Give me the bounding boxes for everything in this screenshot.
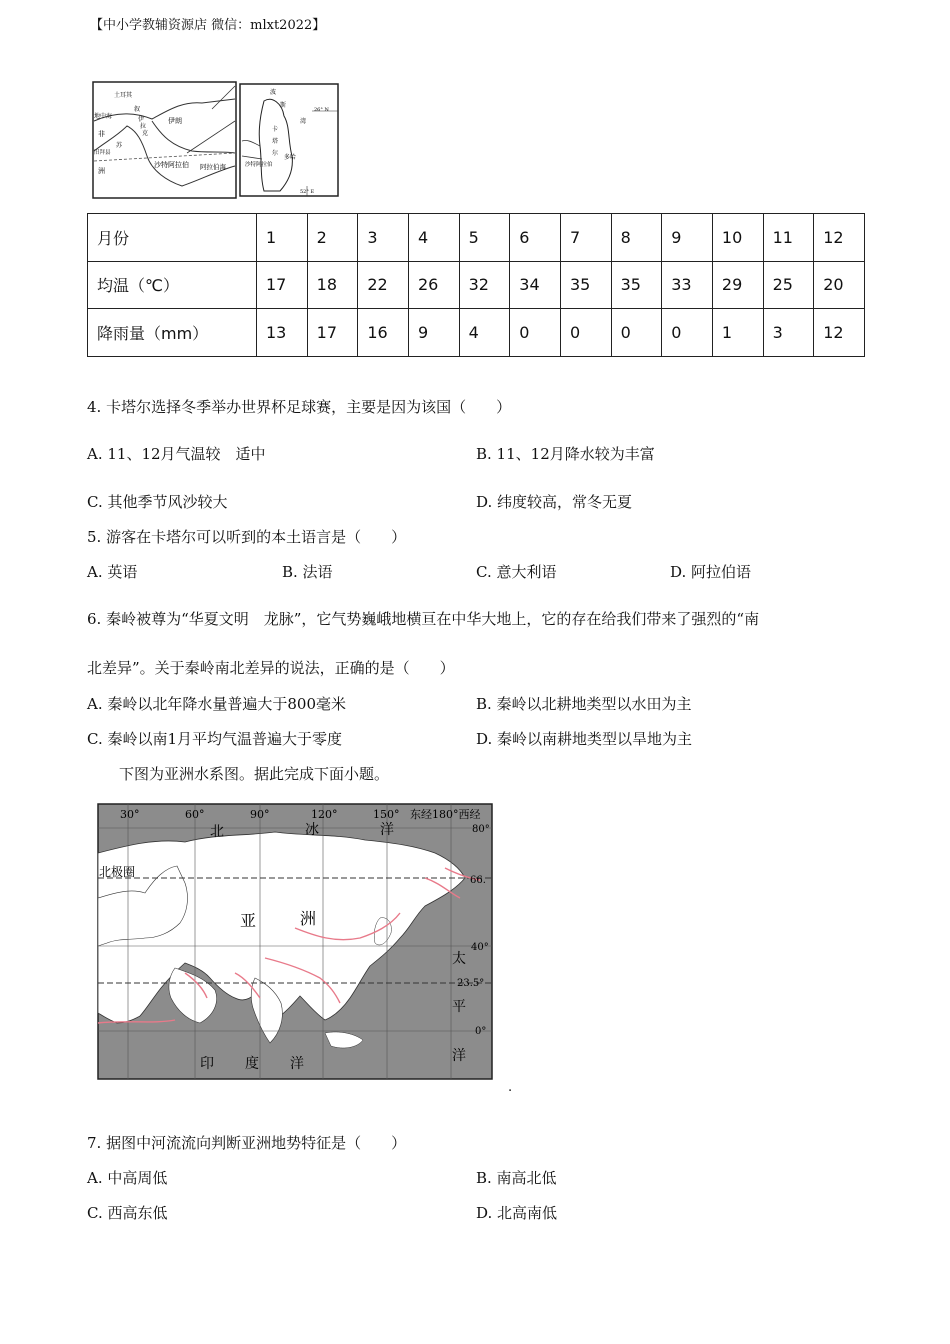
question-4-option-d: D. 纬度较高，常冬无夏 xyxy=(476,493,633,511)
map-intro: 下图为亚洲水系图。据此完成下面小题。 xyxy=(119,765,390,783)
table-cell: 16 xyxy=(358,309,409,357)
row-header: 均温（℃） xyxy=(88,261,257,309)
map1-label: 阿拉伯海 xyxy=(200,163,226,171)
table-cell: 5 xyxy=(459,214,510,262)
map2-place-label: 洋 xyxy=(452,1048,466,1064)
map2-place-label: 北 xyxy=(210,824,224,840)
map1-label: 苏 xyxy=(116,142,123,149)
table-cell: 26 xyxy=(408,261,459,309)
page-header: 【中小学教辅资源店 微信：mlxt2022】 xyxy=(90,18,326,33)
map1-lon-label: 52° E xyxy=(300,189,315,195)
question-5-option-d: D. 阿拉伯语 xyxy=(670,563,752,581)
table-row xyxy=(88,309,865,357)
table-cell: 4 xyxy=(408,214,459,262)
map1-label: 非 xyxy=(98,130,105,138)
question-4-stem: 4. 卡塔尔选择冬季举办世界杯足球赛，主要是因为该国（ ） xyxy=(87,398,512,416)
map2-place-label: 洲 xyxy=(300,909,317,928)
question-4-option-c: C. 其他季节风沙较大 xyxy=(87,493,228,511)
question-4-option-a: A. 11、12月气温较 适中 xyxy=(87,445,266,463)
table-cell: 33 xyxy=(662,261,713,309)
map2-place-label: 洋 xyxy=(380,822,394,838)
table-cell: 34 xyxy=(510,261,561,309)
table-cell: 0 xyxy=(510,309,561,357)
table-cell: 20 xyxy=(814,261,865,309)
table-cell: 0 xyxy=(662,309,713,357)
table-cell: 35 xyxy=(560,261,611,309)
map2-lon-label: 60° xyxy=(185,808,205,821)
map2-place-label: 冰 xyxy=(305,822,319,838)
map2-place-label: 北极圈 xyxy=(99,865,136,879)
middle-east-map xyxy=(92,81,340,199)
table-row xyxy=(88,214,865,262)
table-cell: 29 xyxy=(712,261,763,309)
map1-label: 多哈 xyxy=(284,154,297,161)
table-cell: 11 xyxy=(763,214,814,262)
question-5-stem: 5. 游客在卡塔尔可以听到的本土语言是（ ） xyxy=(87,528,407,546)
question-5-option-c: C. 意大利语 xyxy=(476,563,557,581)
table-cell: 9 xyxy=(662,214,713,262)
map2-lon-label: 150° xyxy=(373,808,400,821)
question-7-stem: 7. 据图中河流流向判断亚洲地势特征是（ ） xyxy=(87,1134,407,1152)
map1-label: 拉 xyxy=(140,123,147,130)
table-cell: 10 xyxy=(712,214,763,262)
map2-lat-label: 0° xyxy=(475,1026,487,1037)
map2-lon-label: 30° xyxy=(120,808,140,821)
map2-place-label: 亚 xyxy=(240,911,257,930)
table-cell: 32 xyxy=(459,261,510,309)
map1-label: 伊朗 xyxy=(168,117,182,125)
table-cell: 6 xyxy=(510,214,561,262)
table-cell: 3 xyxy=(358,214,409,262)
table-cell: 13 xyxy=(257,309,308,357)
table-cell: 12 xyxy=(814,309,865,357)
table-cell: 25 xyxy=(763,261,814,309)
table-cell: 2 xyxy=(307,214,358,262)
map2-lat-label: 23.5° xyxy=(457,978,485,989)
table-cell: 9 xyxy=(408,309,459,357)
table-cell: 0 xyxy=(611,309,662,357)
map2-place-label: 洋 xyxy=(290,1056,304,1072)
map2-lat-label: 66. xyxy=(470,875,486,886)
question-4-option-b: B. 11、12月降水较为丰富 xyxy=(476,445,655,463)
question-5-option-b: B. 法语 xyxy=(282,563,333,581)
map1-label: 克 xyxy=(142,130,149,137)
question-6-option-a: A. 秦岭以北年降水量普遍大于800毫米 xyxy=(87,695,347,713)
table-cell: 4 xyxy=(459,309,510,357)
map1-label: 沙特阿拉伯 xyxy=(154,161,189,169)
row-header: 降雨量（mm） xyxy=(88,309,257,357)
question-6-stem-line-2: 北差异”。关于秦岭南北差异的说法，正确的是（ ） xyxy=(87,659,455,677)
map1-label: 旧拜县 xyxy=(94,150,111,156)
period-mark: . xyxy=(508,1080,513,1095)
table-cell: 12 xyxy=(814,214,865,262)
map2-place-label: 印 xyxy=(200,1056,214,1072)
map1-label: 土耳其 xyxy=(114,92,133,99)
map2-lon-label: 90° xyxy=(250,808,270,821)
table-cell: 7 xyxy=(560,214,611,262)
map1-label: 尔 xyxy=(272,150,279,157)
map2-lat-label: 40° xyxy=(471,942,489,953)
map1-label: 伊 xyxy=(138,116,145,123)
map2-lat-label: 80° xyxy=(472,824,490,835)
table-cell: 17 xyxy=(307,309,358,357)
qatar-climate-table xyxy=(87,213,865,357)
table-cell: 35 xyxy=(611,261,662,309)
map2-place-label: 平 xyxy=(452,999,466,1015)
map2-lon-label: 120° xyxy=(311,808,338,821)
table-cell: 17 xyxy=(257,261,308,309)
map2-place-label: 太 xyxy=(452,951,466,967)
question-6-option-d: D. 秦岭以南耕地类型以旱地为主 xyxy=(476,730,693,748)
table-cell: 18 xyxy=(307,261,358,309)
question-6-option-c: C. 秦岭以南1月平均气温普遍大于零度 xyxy=(87,730,343,748)
table-cell: 3 xyxy=(763,309,814,357)
table-cell: 22 xyxy=(358,261,409,309)
map1-label: 沙特阿拉伯 xyxy=(245,162,273,168)
question-5-option-a: A. 英语 xyxy=(87,563,138,581)
question-7-option-a: A. 中高周低 xyxy=(87,1169,168,1187)
table-cell: 1 xyxy=(257,214,308,262)
map1-label: 波 xyxy=(270,89,277,96)
question-7-option-c: C. 西高东低 xyxy=(87,1204,168,1222)
map1-label: 卡 xyxy=(272,126,279,133)
question-6-option-b: B. 秦岭以北耕地类型以水田为主 xyxy=(476,695,692,713)
table-cell: 0 xyxy=(560,309,611,357)
map1-label: 叙 xyxy=(134,106,141,113)
row-header: 月份 xyxy=(88,214,257,262)
map2-place-label: 度 xyxy=(245,1056,259,1072)
table-cell: 8 xyxy=(611,214,662,262)
map1-label: 塔 xyxy=(272,138,279,145)
question-7-option-d: D. 北高南低 xyxy=(476,1204,558,1222)
map1-lat-label: 26° N xyxy=(314,107,329,113)
asia-water-system-map xyxy=(95,798,495,1083)
map1-label: 洲 xyxy=(98,167,105,175)
map1-label: 斯 xyxy=(280,102,287,109)
map1-label: 湾 xyxy=(300,118,307,125)
question-7-option-b: B. 南高北低 xyxy=(476,1169,557,1187)
map2-lon-right-label: 东经180°西经 xyxy=(410,808,481,821)
map1-label: 地中海 xyxy=(94,113,113,120)
table-cell: 1 xyxy=(712,309,763,357)
table-row xyxy=(88,261,865,309)
question-6-stem-line-1: 6. 秦岭被尊为“华夏文明 龙脉”，它气势巍峨地横亘在中华大地上，它的存在给我们带来了强烈的“南 xyxy=(87,610,760,628)
